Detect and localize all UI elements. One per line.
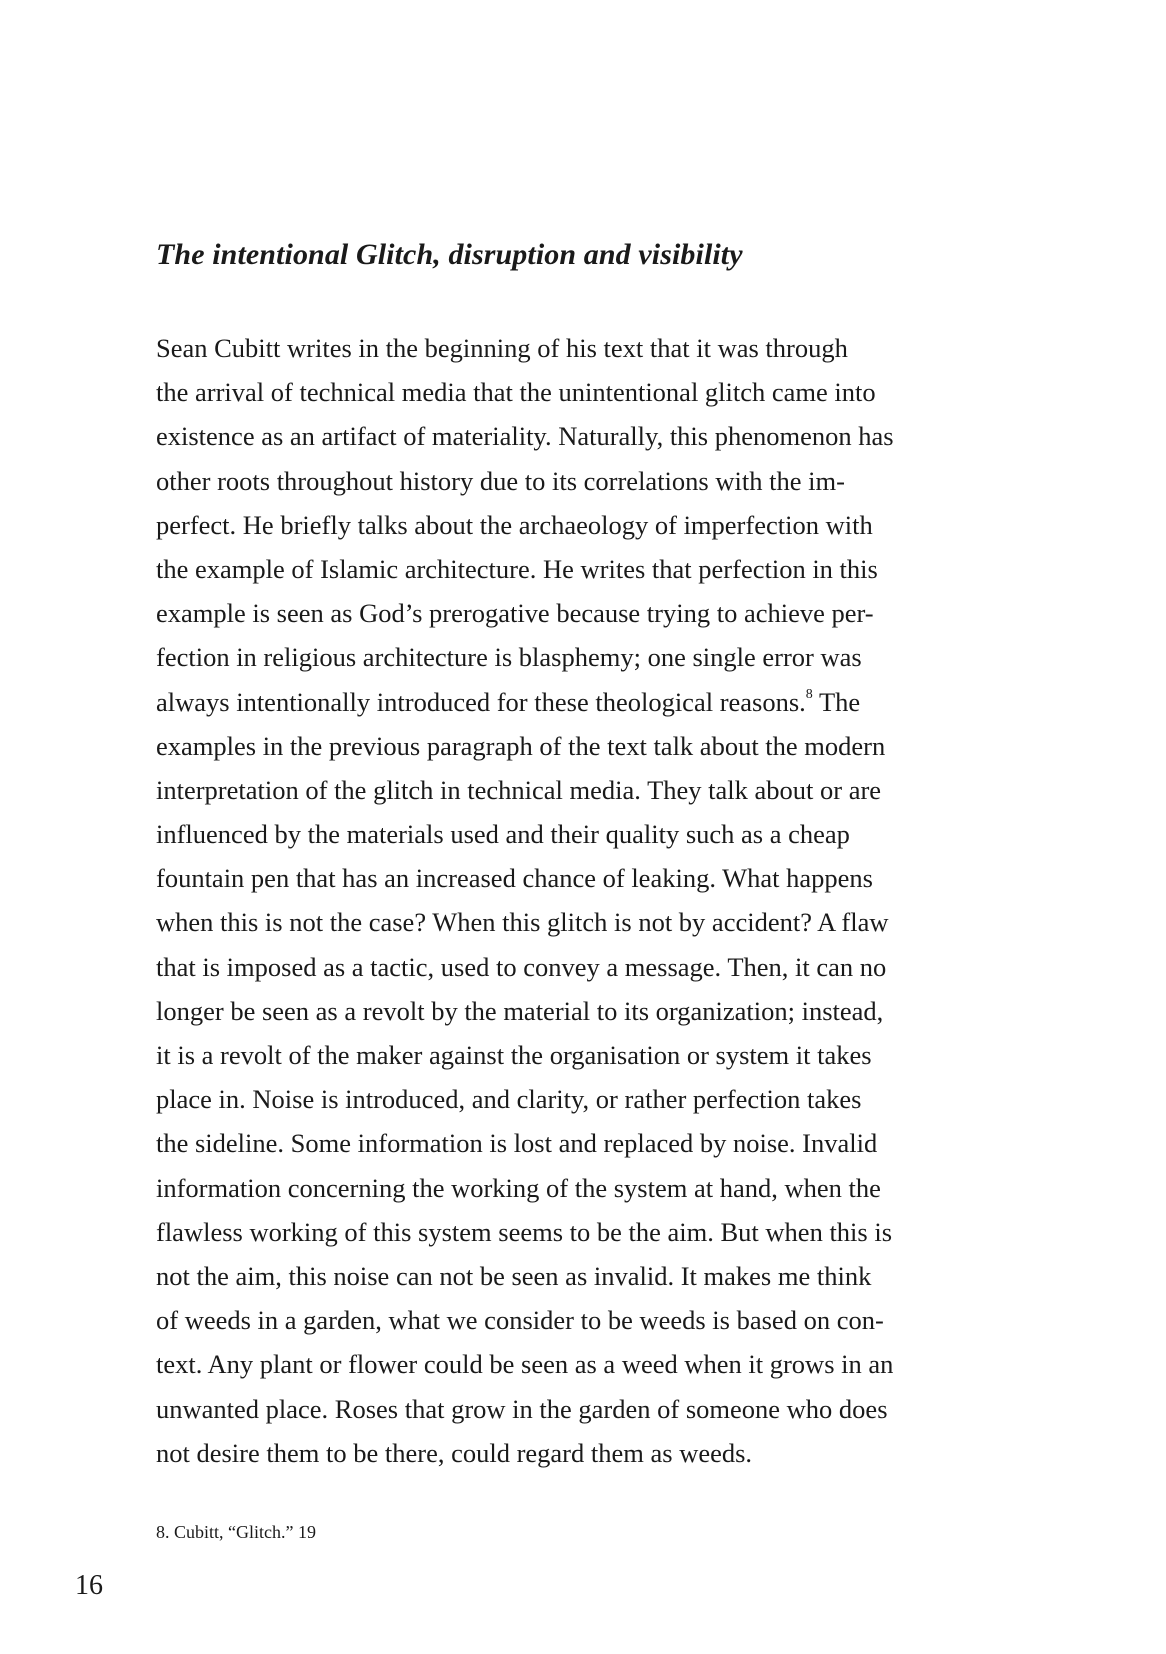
text-line: information concerning the working of the system at hand, when the bbox=[156, 1172, 881, 1203]
text-line: text. Any plant or flower could be seen as a weed when it grows in an bbox=[156, 1349, 894, 1380]
text-line: fection in religious architecture is blasphemy; one single error was bbox=[156, 642, 862, 673]
footnote: 8. Cubitt, “Glitch.” 19 bbox=[156, 1522, 316, 1542]
text-line: longer be seen as a revolt by the material to its organization; instead, bbox=[156, 995, 884, 1026]
text-line: perfect. He briefly talks about the archaeology of imperfection with bbox=[156, 509, 873, 540]
text-line: it is a revolt of the maker against the organisation or system it takes bbox=[156, 1040, 872, 1070]
text-line: Sean Cubitt writes in the beginning of his text that it was through bbox=[156, 333, 848, 363]
text-line: interpretation of the glitch in technical media. They talk about or are bbox=[156, 774, 882, 805]
text-line: flawless working of this system seems to be the aim. But when this is bbox=[156, 1216, 893, 1247]
text-line-with-footnote-ref bbox=[156, 680, 1056, 724]
text-line: examples in the previous paragraph of the text talk about the modern bbox=[156, 730, 886, 761]
section-heading: The intentional Glitch, disruption and visibility bbox=[156, 238, 743, 271]
text-line: when this is not the case? When this glitch is not by accident? A flaw bbox=[156, 907, 889, 938]
text-line: the example of Islamic architecture. He writes that perfection in this bbox=[156, 553, 878, 584]
page-number: 16 bbox=[75, 1570, 103, 1601]
text-line: other roots throughout history due to its correlations with the im- bbox=[156, 465, 845, 496]
text-line: existence as an artifact of materiality. Naturally, this phenomenon has bbox=[156, 421, 894, 452]
text-line: not the aim, this noise can not be seen as invalid. It makes me think bbox=[156, 1260, 872, 1291]
text-line-segment: always intentionally introduced for these theological reasons. bbox=[156, 686, 806, 717]
text-line: unwanted place. Roses that grow in the garden of someone who does bbox=[156, 1393, 888, 1424]
body-paragraph bbox=[156, 326, 1056, 1475]
text-line: not desire them to be there, could regard them as weeds. bbox=[156, 1437, 753, 1468]
text-line: of weeds in a garden, what we consider to be weeds is based on con- bbox=[156, 1305, 884, 1336]
footnote-reference: 8 bbox=[805, 686, 813, 702]
text-line: the arrival of technical media that the unintentional glitch came into bbox=[156, 377, 876, 408]
text-line: the sideline. Some information is lost and replaced by noise. Invalid bbox=[156, 1128, 878, 1159]
text-line: example is seen as God’s prerogative because trying to achieve per- bbox=[156, 598, 874, 629]
text-line: place in. Noise is introduced, and clarity, or rather perfection takes bbox=[156, 1084, 862, 1115]
text-line: that is imposed as a tactic, used to convey a message. Then, it can no bbox=[156, 951, 887, 982]
text-line-segment: The bbox=[812, 686, 861, 717]
text-line: fountain pen that has an increased chance of leaking. What happens bbox=[156, 863, 873, 894]
text-line: influenced by the materials used and their quality such as a cheap bbox=[156, 819, 850, 850]
